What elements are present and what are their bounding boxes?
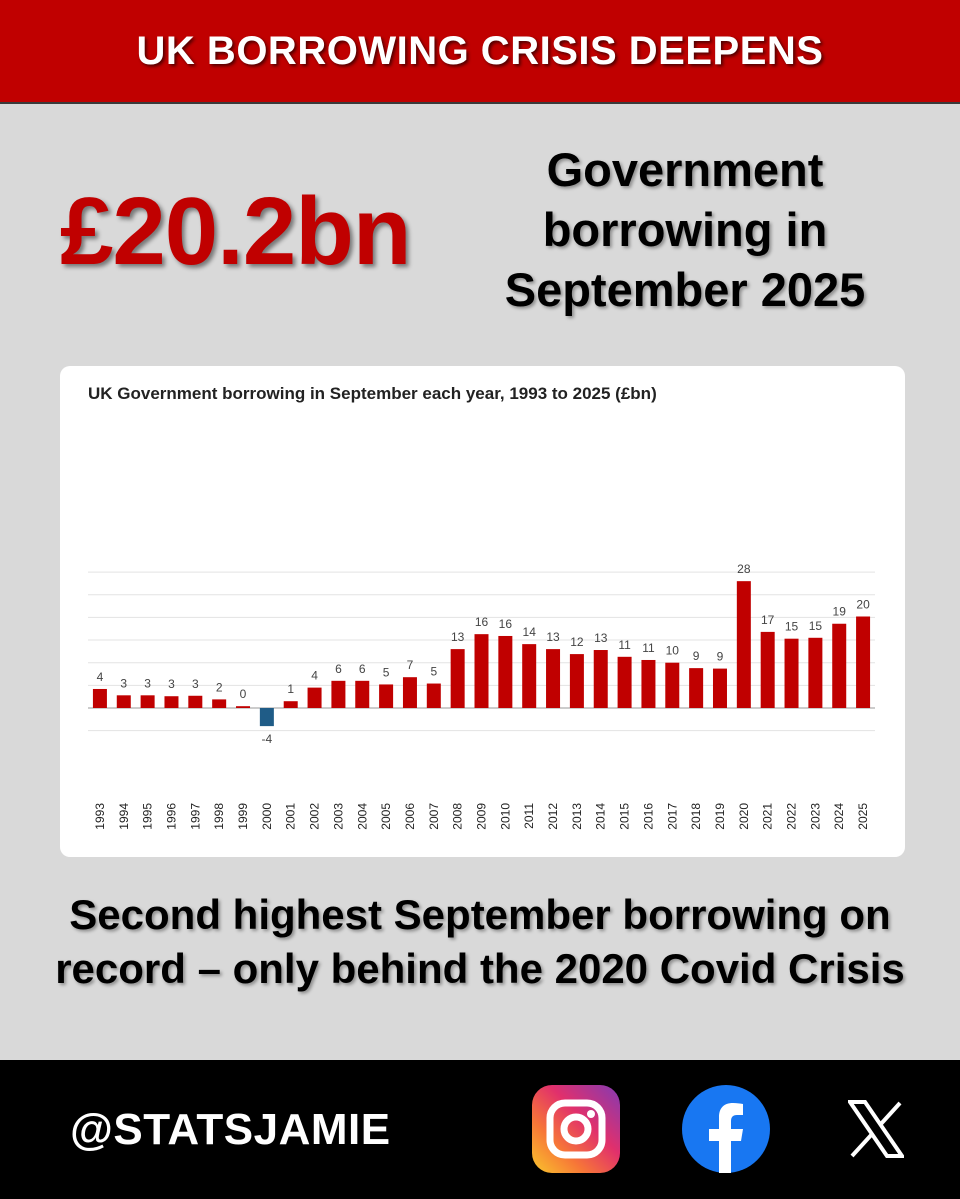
- bar-2021: [761, 632, 775, 708]
- bar-2016: [641, 660, 655, 708]
- bar-2022: [785, 639, 799, 708]
- x-tick-label-1995: 1995: [140, 803, 155, 830]
- footer-bar: [0, 1060, 960, 1199]
- x-tick-label-2006: 2006: [402, 803, 417, 830]
- x-tick-label-2010: 2010: [498, 803, 513, 830]
- bar-2006: [403, 677, 417, 708]
- x-tick-label-2016: 2016: [641, 803, 656, 830]
- headline-figure: £20.2bn: [60, 178, 411, 285]
- data-label-2017: 10: [665, 643, 679, 658]
- x-tick-label-1999: 1999: [236, 803, 251, 830]
- headline-caption: Government borrowing in September 2025: [504, 143, 866, 316]
- bar-2011: [522, 644, 536, 708]
- bar-2018: [689, 668, 703, 708]
- bar-2003: [331, 681, 345, 708]
- x-tick-label-1993: 1993: [92, 803, 107, 830]
- x-tick-label-2000: 2000: [259, 803, 274, 830]
- bar-2015: [618, 657, 632, 708]
- data-label-1995: 3: [144, 676, 151, 691]
- data-label-2015: 11: [618, 637, 631, 652]
- data-label-2025: 20: [856, 597, 870, 612]
- x-tick-label-2024: 2024: [832, 803, 847, 830]
- bar-2007: [427, 684, 441, 708]
- bar-2005: [379, 684, 393, 708]
- x-tick-label-2015: 2015: [617, 803, 632, 830]
- bar-2000: [260, 708, 274, 726]
- footer-caption: Second highest September borrowing on record – only behind the 2020 Covid Crisis: [55, 891, 905, 992]
- x-tick-label-2002: 2002: [307, 803, 322, 830]
- bar-1998: [212, 699, 226, 708]
- data-label-1998: 2: [215, 680, 223, 695]
- data-label-2009: 16: [474, 615, 489, 630]
- data-label-2013: 12: [570, 635, 584, 650]
- bar-2008: [451, 649, 465, 708]
- x-tick-label-2009: 2009: [474, 803, 489, 830]
- data-label-2014: 13: [594, 631, 608, 646]
- x-tick-label-2019: 2019: [712, 803, 727, 830]
- bar-2014: [594, 650, 608, 708]
- bar-2010: [498, 636, 512, 708]
- x-tick-label-2023: 2023: [808, 803, 823, 830]
- bar-2002: [308, 688, 322, 708]
- data-label-2002: 4: [311, 668, 318, 683]
- x-tick-label-2003: 2003: [331, 803, 346, 830]
- data-label-2016: 11: [642, 640, 655, 655]
- x-tick-label-2007: 2007: [426, 803, 441, 830]
- x-tick-label-1997: 1997: [188, 803, 203, 830]
- data-label-2005: 5: [382, 665, 390, 680]
- x-tick-label-1998: 1998: [212, 803, 227, 830]
- x-tick-label-2013: 2013: [569, 803, 584, 830]
- bar-1993: [93, 689, 107, 708]
- social-handle[interactable]: @STATSJAMIE: [70, 1105, 391, 1154]
- bar-1999: [236, 706, 250, 708]
- x-tick-label-2021: 2021: [760, 803, 775, 830]
- data-label-2001: 1: [287, 682, 295, 697]
- bar-2009: [475, 634, 489, 708]
- data-label-2010: 16: [498, 616, 513, 631]
- x-tick-label-2018: 2018: [689, 803, 704, 830]
- bar-2012: [546, 649, 560, 708]
- x-icon[interactable]: [848, 1100, 904, 1158]
- x-tick-label-2001: 2001: [283, 803, 298, 830]
- instagram-icon[interactable]: [532, 1085, 620, 1173]
- x-tick-label-2020: 2020: [736, 803, 751, 830]
- data-label-1994: 3: [120, 676, 128, 691]
- x-tick-label-2005: 2005: [379, 803, 394, 830]
- data-label-2006: 7: [406, 658, 414, 673]
- x-tick-label-2011: 2011: [522, 803, 537, 829]
- x-tick-label-2022: 2022: [784, 803, 799, 830]
- bar-2004: [355, 681, 369, 708]
- x-tick-label-2014: 2014: [593, 803, 608, 830]
- bar-2020: [737, 581, 751, 708]
- data-label-2018: 9: [692, 649, 700, 664]
- bar-2025: [856, 616, 870, 708]
- data-label-2019: 9: [716, 649, 724, 664]
- chart-card: [60, 366, 905, 857]
- data-label-1996: 3: [168, 677, 175, 692]
- bar-2017: [665, 663, 679, 708]
- data-label-1993: 4: [96, 669, 104, 684]
- bar-2019: [713, 669, 727, 708]
- data-label-1997: 3: [191, 676, 199, 691]
- x-tick-label-2008: 2008: [450, 803, 465, 830]
- data-label-2022: 15: [784, 619, 799, 634]
- x-tick-label-2017: 2017: [665, 803, 680, 830]
- data-label-2011: 14: [522, 625, 536, 640]
- facebook-icon[interactable]: [682, 1085, 770, 1173]
- data-label-2024: 19: [832, 604, 846, 619]
- bar-1994: [117, 695, 131, 708]
- data-label-2008: 13: [450, 630, 465, 645]
- bar-2023: [808, 638, 822, 708]
- data-label-2004: 6: [358, 661, 366, 676]
- data-label-1999: 0: [239, 687, 247, 702]
- x-tick-label-1996: 1996: [164, 803, 179, 830]
- data-label-2003: 6: [335, 661, 342, 676]
- x-tick-label-2025: 2025: [856, 803, 871, 830]
- top-banner: [0, 0, 960, 104]
- data-label-2023: 15: [808, 618, 823, 633]
- data-label-2000: -4: [261, 732, 273, 747]
- banner-title: UK BORROWING CRISIS DEEPENS: [136, 28, 824, 73]
- data-label-2020: 28: [737, 562, 751, 577]
- x-tick-label-1994: 1994: [116, 803, 131, 830]
- data-label-2007: 5: [430, 664, 438, 679]
- bar-2013: [570, 654, 584, 708]
- bar-1997: [188, 696, 202, 708]
- bar-1995: [141, 695, 155, 708]
- data-label-2012: 13: [546, 630, 560, 645]
- x-tick-label-2004: 2004: [355, 803, 370, 830]
- bar-1996: [164, 696, 178, 708]
- bar-2001: [284, 701, 298, 708]
- x-tick-label-2012: 2012: [546, 803, 561, 830]
- chart-title: UK Government borrowing in September each year, 1993 to 2025 (£bn): [88, 384, 657, 403]
- data-label-2021: 17: [761, 612, 775, 627]
- bar-chart: [60, 366, 905, 857]
- bar-2024: [832, 624, 846, 708]
